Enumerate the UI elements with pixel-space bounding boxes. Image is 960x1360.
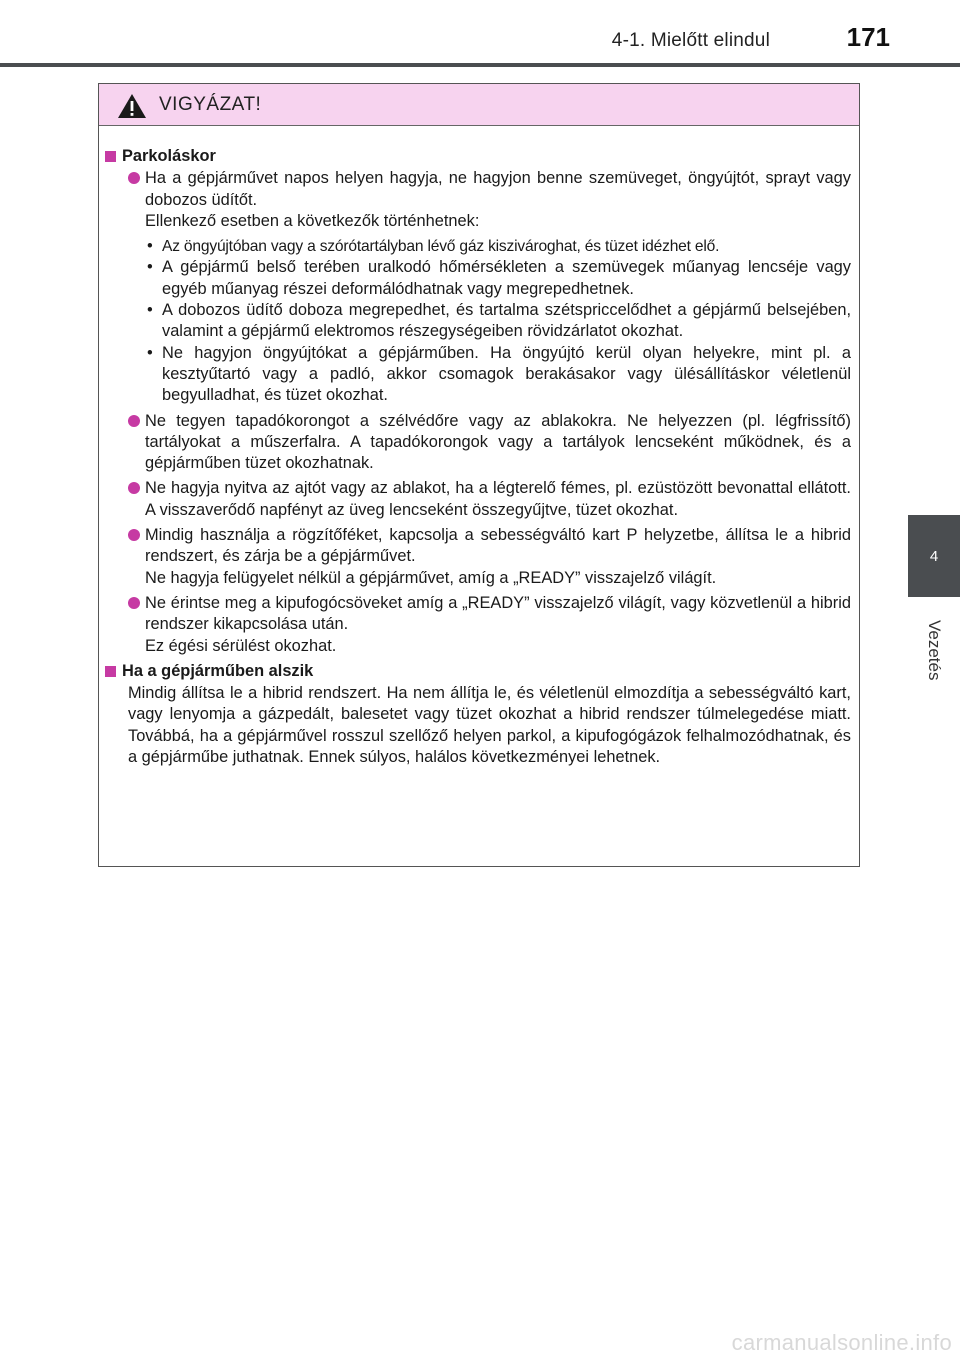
circle-bullet-icon xyxy=(128,597,140,609)
sub-item-text: Ne hagyjon öngyújtókat a gépjárműben. Ha öngyújtó kerül olyan helyekre, mint pl. a kesztyűtartó vagy a padló, akkor csomagok berakásakor vagy ülésállításkor véletlenül begyulladhat, és tüzet okozhat. xyxy=(162,343,851,405)
caution-header xyxy=(99,84,859,126)
item-text: Ha a gépjárművet napos helyen hagyja, ne hagyjon benne szemüveget, öngyújtót, sprayt vagy dobozos üdítőt. xyxy=(145,169,851,209)
sub-list-item xyxy=(145,236,851,257)
sub-item-text: A dobozos üdítő doboza megrepedhet, és tartalma szétspriccelődhet a gépjármű belsejében, valamint a gépjármű elektromos részegységeiben rövidzárlatot okozhat. xyxy=(162,301,851,341)
caution-title: VIGYÁZAT! xyxy=(159,93,262,115)
section-text: Mindig állítsa le a hibrid rendszert. Ha nem állítja le, és véletlenül elmozdítja a sebességváltó kart, vagy lenyomja a gázpedált, balesetet vagy tüzet okozhat a hibrid rendszer túlmelegedése miatt. Továbbá, ha a gépjárművel rosszul szellőző helyen parkol, a kipufogógázok felhalmozódhatnak, és a gépjárműbe juthatnak. Ennek súlyos, halálos következményei lehetnek. xyxy=(128,684,851,767)
item-text: Ne hagyja felügyelet nélkül a gépjárművet, amíg a „READY” visszajelző világít. xyxy=(145,568,717,587)
sub-item-text: Az öngyújtóban vagy a szórótartályban lévő gáz kiszivároghat, és tüzet idézhet elő. xyxy=(162,238,720,256)
dot-bullet-icon: • xyxy=(147,343,153,362)
list-item xyxy=(105,411,851,475)
list-item xyxy=(105,525,851,589)
caution-box xyxy=(98,83,860,867)
header-rule xyxy=(0,63,960,67)
chapter-number: 4 xyxy=(929,547,939,565)
circle-bullet-icon xyxy=(128,529,140,541)
square-bullet-icon xyxy=(105,666,116,677)
section-title: 4-1. Mielőtt elindul xyxy=(611,30,770,51)
watermark: carmanualsonline.info xyxy=(731,1330,952,1355)
sub-item-text: A gépjármű belső terében uralkodó hőmérsékleten a szemüvegek műanyag lencséje vagy egyéb műanyag részei deformálódhatnak vagy megrepedhetnek. xyxy=(162,258,851,298)
item-text: Ez égési sérülést okozhat. xyxy=(145,636,337,655)
page-number: 171 xyxy=(846,22,890,52)
section-heading-parking xyxy=(105,146,851,167)
chapter-label: Vezetés xyxy=(925,619,944,681)
chapter-tab[interactable] xyxy=(908,515,960,597)
sub-list-item xyxy=(145,300,851,343)
square-bullet-icon xyxy=(105,151,116,162)
sub-list xyxy=(145,236,851,406)
list-item xyxy=(105,593,851,657)
section-title-sleeping: Ha a gépjárműben alszik xyxy=(122,661,314,680)
item-text: Ne érintse meg a kipufogócsöveket amíg a „READY” visszajelző világít, vagy közvetlenül a hibrid rendszer kikapcsolása után. xyxy=(145,593,851,634)
list-item xyxy=(105,478,851,521)
section-heading-sleeping xyxy=(105,661,851,682)
item-text: Ne tegyen tapadókorongot a szélvédőre vagy az ablakokra. Ne helyezzen (pl. légfrissítő) tartályokat a műszerfalra. A tapadókorongok vagy a tartályok lencseként működnek, és a gépjárműben tüzet okozhatnak. xyxy=(145,411,851,473)
item-text: Ellenkező esetben a következők történhetnek: xyxy=(145,211,480,230)
warning-icon xyxy=(117,93,147,119)
dot-bullet-icon: • xyxy=(147,301,153,320)
item-text: Ne hagyja nyitva az ajtót vagy az ablakot, ha a légterelő fémes, pl. ezüstözött bevonattal ellátott. A visszaverődő napfényt az üveg lencseként összegyűjtve, tüzet okozhat. xyxy=(145,479,851,519)
caution-body xyxy=(99,126,859,768)
sub-list-item xyxy=(145,257,851,300)
circle-bullet-icon xyxy=(128,482,140,494)
section-title-parking: Parkoláskor xyxy=(122,147,216,165)
dot-bullet-icon: • xyxy=(147,258,153,277)
circle-bullet-icon xyxy=(128,415,140,427)
dot-bullet-icon: • xyxy=(147,237,153,256)
circle-bullet-icon xyxy=(128,172,140,184)
sub-list-item xyxy=(145,343,851,407)
list-item xyxy=(105,168,851,406)
item-text: Mindig használja a rögzítőféket, kapcsolja a sebességváltó kart P helyzetbe, állítsa le a hibrid rendszert, és zárja be a gépjárművet. xyxy=(145,526,851,566)
